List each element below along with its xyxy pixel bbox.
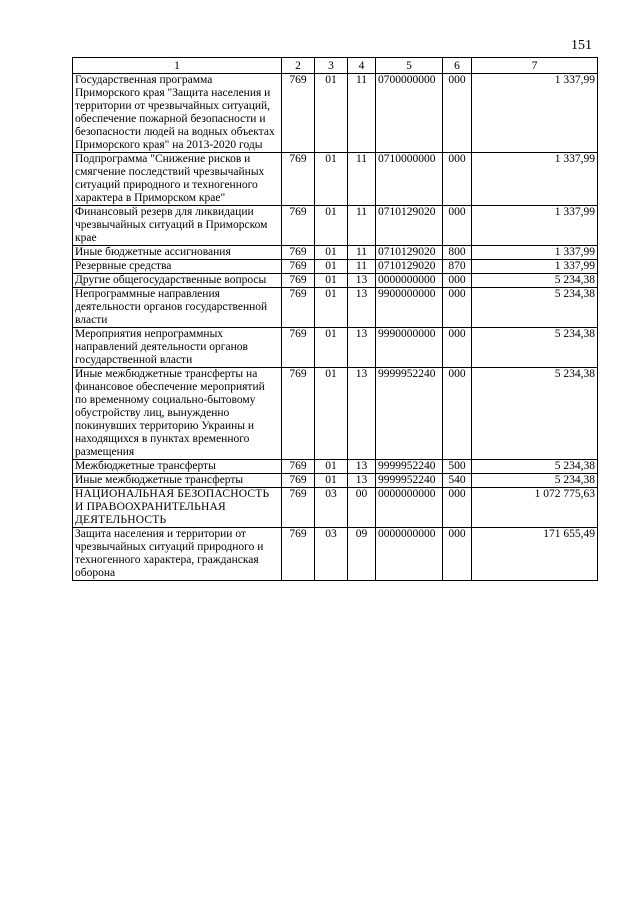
table-row <box>73 74 598 153</box>
item-name: Государственная программа Приморского края "Защита населения и территории от чрезвычайных ситуаций, обеспечение пожарной безопасности и безопасности людей на водных объектах Приморского края" на 2013-2020 годы <box>73 74 282 153</box>
target-code: 0000000000 <box>376 488 443 528</box>
amount: 5 234,38 <box>472 328 598 368</box>
item-name: Подпрограмма "Снижение рисков и смягчение последствий чрезвычайных ситуаций природного и техногенного характера в Приморском крае" <box>73 153 282 206</box>
subsection-code: 11 <box>348 206 376 246</box>
subsection-code: 11 <box>348 246 376 260</box>
item-name: Мероприятия непрограммных направлений деятельности органов государственной власти <box>73 328 282 368</box>
subsection-code: 13 <box>348 368 376 460</box>
item-name: Иные межбюджетные трансферты на финансовое обеспечение мероприятий по временному социально-бытовому обустройству лиц, вынужденно покинувших территорию Украины и находящихся в пунктах временного размещения <box>73 368 282 460</box>
section-code: 01 <box>315 328 348 368</box>
section-code: 01 <box>315 246 348 260</box>
target-code: 9999952240 <box>376 368 443 460</box>
ministry-code: 769 <box>282 246 315 260</box>
section-code: 01 <box>315 74 348 153</box>
subsection-code: 09 <box>348 528 376 581</box>
ministry-code: 769 <box>282 153 315 206</box>
section-code: 01 <box>315 474 348 488</box>
header-row <box>73 58 598 74</box>
amount: 1 072 775,63 <box>472 488 598 528</box>
amount: 5 234,38 <box>472 288 598 328</box>
table-row <box>73 246 598 260</box>
table-row <box>73 206 598 246</box>
subsection-code: 11 <box>348 74 376 153</box>
ministry-code: 769 <box>282 474 315 488</box>
table-row <box>73 460 598 474</box>
section-code: 01 <box>315 288 348 328</box>
budget-table <box>72 57 598 581</box>
amount: 1 337,99 <box>472 74 598 153</box>
subsection-code: 00 <box>348 488 376 528</box>
expense-type-code: 000 <box>443 288 472 328</box>
ministry-code: 769 <box>282 206 315 246</box>
section-code: 01 <box>315 368 348 460</box>
table-row <box>73 488 598 528</box>
column-header: 7 <box>472 58 598 74</box>
ministry-code: 769 <box>282 328 315 368</box>
column-header: 1 <box>73 58 282 74</box>
column-header: 3 <box>315 58 348 74</box>
ministry-code: 769 <box>282 528 315 581</box>
target-code: 0700000000 <box>376 74 443 153</box>
amount: 5 234,38 <box>472 460 598 474</box>
section-code: 01 <box>315 274 348 288</box>
expense-type-code: 000 <box>443 153 472 206</box>
amount: 5 234,38 <box>472 368 598 460</box>
subsection-code: 11 <box>348 260 376 274</box>
subsection-code: 13 <box>348 474 376 488</box>
expense-type-code: 000 <box>443 488 472 528</box>
table-row <box>73 474 598 488</box>
target-code: 9900000000 <box>376 288 443 328</box>
target-code: 0000000000 <box>376 528 443 581</box>
ministry-code: 769 <box>282 288 315 328</box>
item-name: Иные межбюджетные трансферты <box>73 474 282 488</box>
ministry-code: 769 <box>282 274 315 288</box>
section-code: 03 <box>315 528 348 581</box>
item-name: Непрограммные направления деятельности органов государственной власти <box>73 288 282 328</box>
target-code: 0710129020 <box>376 206 443 246</box>
target-code: 9999952240 <box>376 460 443 474</box>
target-code: 9999952240 <box>376 474 443 488</box>
target-code: 0710129020 <box>376 260 443 274</box>
target-code: 0000000000 <box>376 274 443 288</box>
table-row <box>73 260 598 274</box>
expense-type-code: 000 <box>443 274 472 288</box>
item-name: Другие общегосударственные вопросы <box>73 274 282 288</box>
column-header: 6 <box>443 58 472 74</box>
item-name: Защита населения и территории от чрезвычайных ситуаций природного и техногенного характера, гражданская оборона <box>73 528 282 581</box>
section-code: 01 <box>315 460 348 474</box>
subsection-code: 13 <box>348 460 376 474</box>
subsection-code: 13 <box>348 274 376 288</box>
item-name: Иные бюджетные ассигнования <box>73 246 282 260</box>
target-code: 0710129020 <box>376 246 443 260</box>
table-row <box>73 274 598 288</box>
item-name: НАЦИОНАЛЬНАЯ БЕЗОПАСНОСТЬ И ПРАВООХРАНИТЕЛЬНАЯ ДЕЯТЕЛЬНОСТЬ <box>73 488 282 528</box>
page-number: 151 <box>571 38 592 53</box>
item-name: Резервные средства <box>73 260 282 274</box>
column-header: 4 <box>348 58 376 74</box>
amount: 5 234,38 <box>472 274 598 288</box>
ministry-code: 769 <box>282 460 315 474</box>
expense-type-code: 000 <box>443 74 472 153</box>
table-row <box>73 288 598 328</box>
item-name: Финансовый резерв для ликвидации чрезвычайных ситуаций в Приморском крае <box>73 206 282 246</box>
section-code: 01 <box>315 153 348 206</box>
amount: 1 337,99 <box>472 153 598 206</box>
subsection-code: 11 <box>348 153 376 206</box>
amount: 1 337,99 <box>472 260 598 274</box>
amount: 1 337,99 <box>472 246 598 260</box>
amount: 1 337,99 <box>472 206 598 246</box>
expense-type-code: 540 <box>443 474 472 488</box>
column-header: 2 <box>282 58 315 74</box>
expense-type-code: 000 <box>443 206 472 246</box>
ministry-code: 769 <box>282 488 315 528</box>
item-name: Межбюджетные трансферты <box>73 460 282 474</box>
subsection-code: 13 <box>348 288 376 328</box>
subsection-code: 13 <box>348 328 376 368</box>
expense-type-code: 870 <box>443 260 472 274</box>
section-code: 01 <box>315 206 348 246</box>
expense-type-code: 000 <box>443 368 472 460</box>
expense-type-code: 800 <box>443 246 472 260</box>
ministry-code: 769 <box>282 260 315 274</box>
table-row <box>73 368 598 460</box>
section-code: 03 <box>315 488 348 528</box>
section-code: 01 <box>315 260 348 274</box>
amount: 171 655,49 <box>472 528 598 581</box>
table-row <box>73 528 598 581</box>
target-code: 9990000000 <box>376 328 443 368</box>
ministry-code: 769 <box>282 74 315 153</box>
amount: 5 234,38 <box>472 474 598 488</box>
expense-type-code: 500 <box>443 460 472 474</box>
expense-type-code: 000 <box>443 528 472 581</box>
table-row <box>73 328 598 368</box>
ministry-code: 769 <box>282 368 315 460</box>
expense-type-code: 000 <box>443 328 472 368</box>
target-code: 0710000000 <box>376 153 443 206</box>
column-header: 5 <box>376 58 443 74</box>
table-row <box>73 153 598 206</box>
